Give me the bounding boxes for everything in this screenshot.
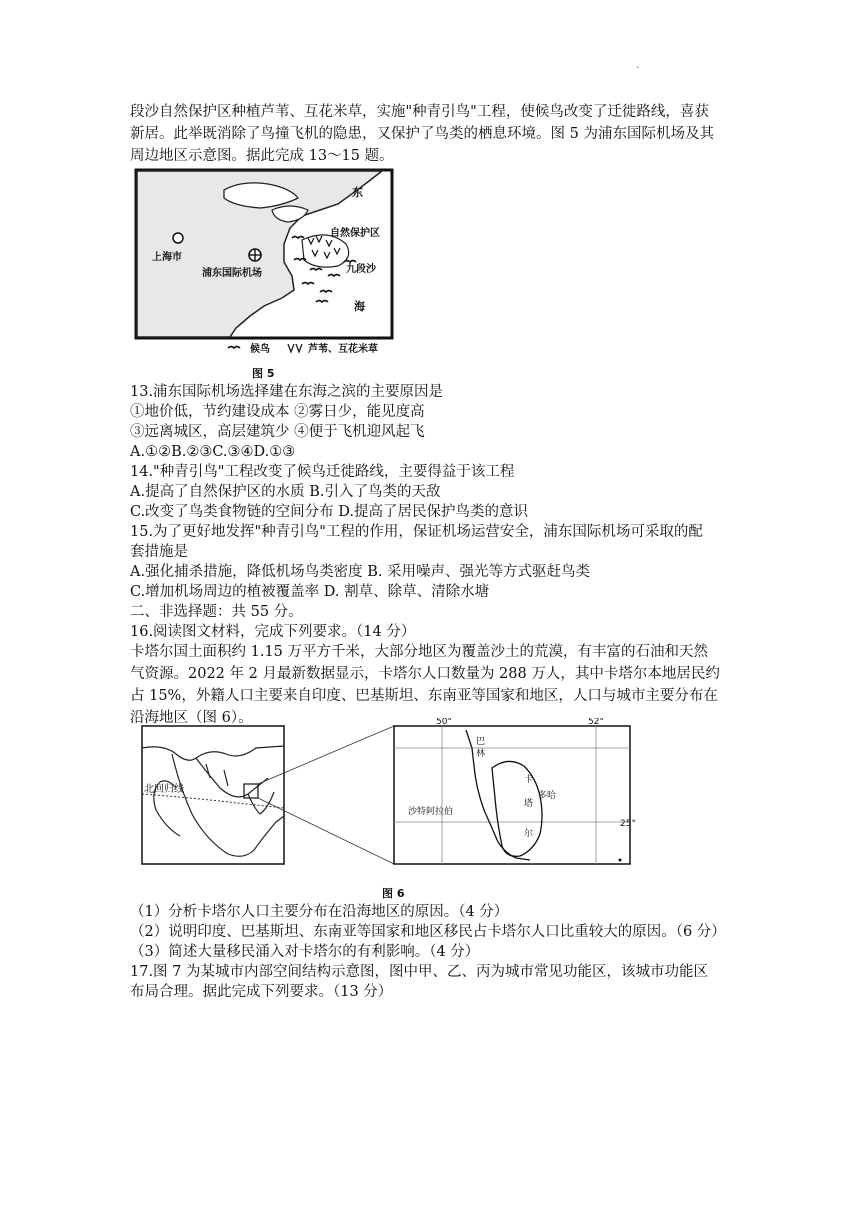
label-sea: 海 xyxy=(354,300,365,313)
label-saudi: 沙特阿拉伯 xyxy=(408,807,454,817)
q15-stem-1: 15.为了更好地发挥"种青引鸟"工程的作用，保证机场运营安全，浦东国际机场可采取的配 xyxy=(130,524,703,540)
q13-options-34: ③远离城区，高层建筑少 ④便于飞机迎风起飞 xyxy=(130,424,425,440)
label-qatar-2: 塔 xyxy=(524,799,534,809)
intro-line-1: 段沙自然保护区种植芦苇、互花米草，实施"种青引鸟"工程，使候鸟改变了迁徙路线，喜获 xyxy=(130,104,709,120)
label-lon52: 52° xyxy=(588,718,604,727)
q15-options-ab: A.强化捕杀措施，降低机场鸟类密度 B. 采用噪声、强光等方式驱赶鸟类 xyxy=(130,564,591,580)
q13-stem: 13.浦东国际机场选择建在东海之滨的主要原因是 xyxy=(130,384,444,400)
label-east: 东 xyxy=(352,186,363,199)
section-2-heading: 二、非选择题：共 55 分。 xyxy=(130,604,303,620)
label-shanghai: 上海市 xyxy=(152,252,182,263)
label-jiuduansha: 九段沙 xyxy=(346,264,376,275)
q17-line-1: 17.图 7 为某城市内部空间结构示意图，图中甲、乙、丙为城市常见功能区，该城市功能区 xyxy=(130,964,708,980)
label-qatar-1: 卡 xyxy=(524,775,534,785)
label-qatar-3: 尔 xyxy=(524,829,534,839)
label-doha: 多哈 xyxy=(538,791,557,801)
q15-stem-2: 套措施是 xyxy=(130,544,188,560)
label-lon50: 50° xyxy=(436,718,452,727)
label-bahrain-1: 巴 xyxy=(476,737,486,747)
corner-mark: . xyxy=(636,60,640,71)
legend-reeds: 芦苇、互花米草 xyxy=(308,344,378,355)
q13-choices: A.①②B.②③C.③④D.①③ xyxy=(130,444,296,460)
legend-birds: 候鸟 xyxy=(250,344,270,355)
label-tropic: 北回归线 xyxy=(144,784,184,795)
label-reserve: 自然保护区 xyxy=(330,228,380,239)
figure-5-caption: 图 5 xyxy=(252,367,275,380)
intro-line-2: 新居。此举既消除了鸟撞飞机的隐患，又保护了鸟类的栖息环境。图 5 为浦东国际机场及其 xyxy=(130,126,714,142)
q14-stem: 14."种青引鸟"工程改变了候鸟迁徙路线，主要得益于该工程 xyxy=(130,464,515,480)
q16-paragraph-2: 气资源。2022 年 2 月最新数据显示，卡塔尔人口数量为 288 万人，其中卡塔尔本地居民约 xyxy=(130,666,720,682)
figure-6-map xyxy=(136,718,636,882)
q17-line-2: 布局合理。据此完成下列要求。（13 分） xyxy=(130,984,393,1000)
q16-sub-2: （2）说明印度、巴基斯坦、东南亚等国家和地区移民占卡塔尔人口比重较大的原因。（6 分） xyxy=(130,924,726,940)
label-airport: 浦东国际机场 xyxy=(202,268,262,279)
q14-options-cd: C.改变了鸟类食物链的空间分布 D.提高了居民保护鸟类的意识 xyxy=(130,504,529,520)
q16-sub-1: （1）分析卡塔尔人口主要分布在沿海地区的原因。（4 分） xyxy=(130,904,509,920)
label-bahrain-2: 林 xyxy=(476,749,486,759)
q16-paragraph-4: 沿海地区（图 6）。 xyxy=(130,710,253,726)
q13-options-12: ①地价低，节约建设成本 ②雾日少，能见度高 xyxy=(130,404,425,420)
q16-stem: 16.阅读图文材料，完成下列要求。（14 分） xyxy=(130,624,416,640)
q16-paragraph-1: 卡塔尔国土面积约 1.15 万平方千米，大部分地区为覆盖沙土的荒漠，有丰富的石油和天然 xyxy=(130,644,708,660)
q16-paragraph-3: 占 15%，外籍人口主要来自印度、巴基斯坦、东南亚等国家和地区，人口与城市主要分布在 xyxy=(130,688,718,704)
figure-5-map xyxy=(132,166,396,366)
q16-sub-3: （3）简述大量移民涌入对卡塔尔的有利影响。（4 分） xyxy=(130,944,480,960)
figure-6-caption: 图 6 xyxy=(382,887,405,900)
q15-options-cd: C.增加机场周边的植被覆盖率 D. 割草、除草、清除水塘 xyxy=(130,584,490,600)
q14-options-ab: A.提高了自然保护区的水质 B.引入了鸟类的天敌 xyxy=(130,484,441,500)
label-lat25: 25° xyxy=(620,819,636,829)
intro-line-3: 周边地区示意图。据此完成 13～15 题。 xyxy=(130,148,394,164)
